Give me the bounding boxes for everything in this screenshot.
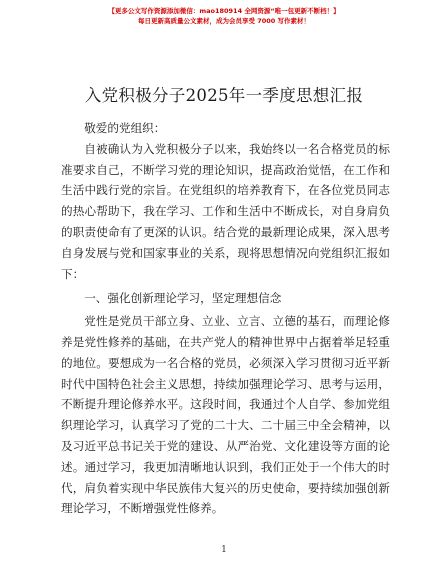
section-heading-1: 一、强化创新理论学习，坚定理想信念 [84, 291, 282, 306]
intro-paragraph: 自被确认为入党积极分子以来，我始终以一名合格党员的标准要求自己，不断学习党的理论知识，提高政治觉悟，在工作和生活中践行党的宗旨。在党组织的培养教育下，在各位党员同志的热心帮助下，我在学习、工作和生活中不断成长，对自身肩负的职责使命有了更深的认识。结合党的最新理论成果，深入思考自身发展与党和国家事业的关系，现将思想情况向党组织汇报如下： [61, 141, 390, 281]
header-banner [0, 6, 448, 26]
salutation: 敬爱的党组织： [84, 121, 166, 135]
banner-line-1: 【更多公文写作资源添加微信：mao180914 全网资源“唯一包更新不断档！】 [108, 7, 340, 15]
section-1-paragraph: 党性是党员干部立身、立业、立言、立德的基石，而理论修养是党性修养的基础，在共产党人的精神世界中占据着举足轻重的地位。要想成为一名合格的党员，必须深入学习贯彻习近平新时代中国特色社会主义思想，持续加强理论学习、思考与运用，不断提升理论修养水平。这段时间，我通过个人自学、参加党组织理论学习，认真学习了党的二十大、二十届三中全会精神，以及习近平总书记关于党的建设、从严治党、文化建设等方面的论述。通过学习，我更加清晰地认识到，我们正处于一个伟大的时代，肩负着实现中华民族伟大复兴的历史使命，要持续加强创新理论学习，不断增强党性修养。 [61, 314, 390, 516]
document-body [61, 118, 390, 519]
document-title: 入党积极分子2025年一季度思想汇报 [84, 86, 364, 105]
page-number: 1 [221, 545, 227, 555]
banner-line-2: 每日更新高质量公文素材，成为会员享受 7000 写作素材！ [137, 17, 311, 25]
